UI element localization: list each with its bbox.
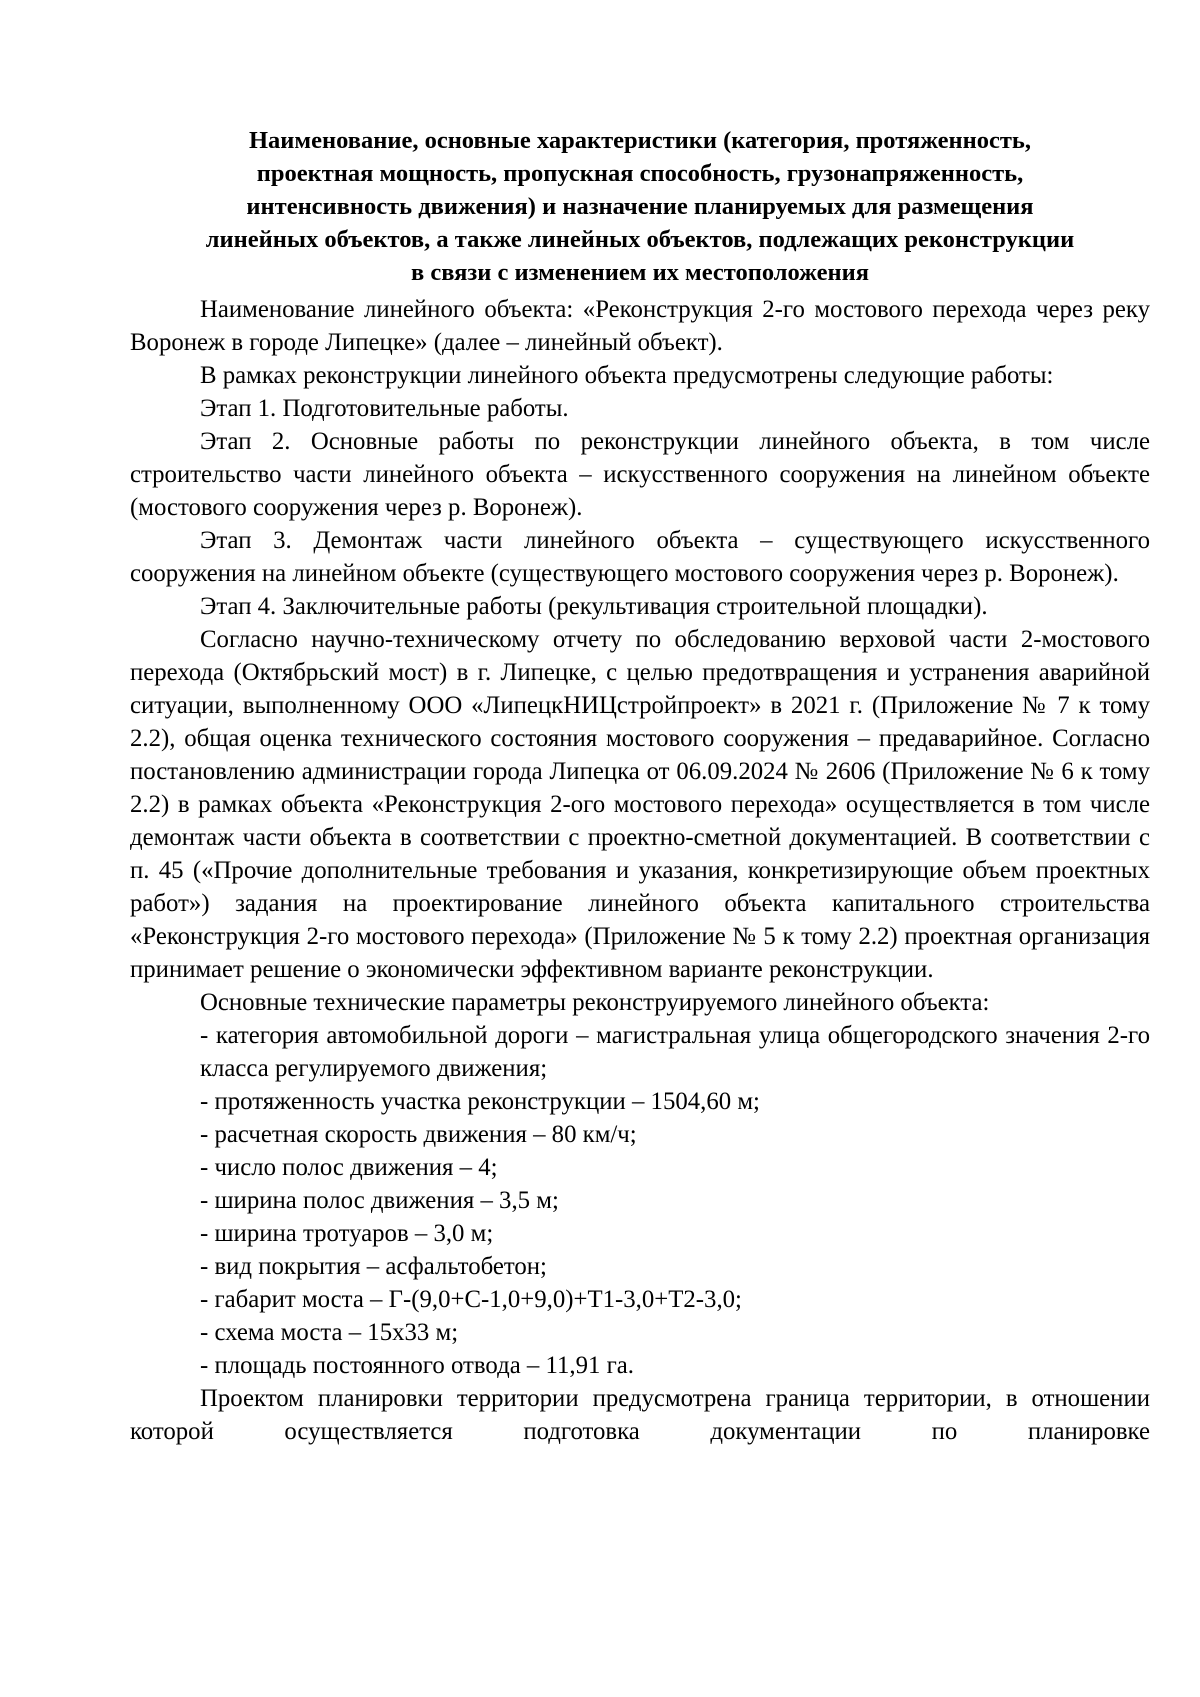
paragraph-works-intro: В рамках реконструкции линейного объекта предусмотрены следующие работы: [200, 362, 1054, 389]
paragraph-stage-2: Этап 2. Основные работы по реконструкции линейного объекта, в том числе строительство части линейного объекта – искусственного сооружения на линейном объекте (мостового сооружения через р. Воронеж). [130, 428, 1150, 521]
paragraph-object-name: Наименование линейного объекта: «Реконструкция 2-го мостового перехода через реку Воронеж в городе Липецке» (далее – линейный объект). [130, 296, 1150, 356]
parameter-item: - ширина тротуаров – 3,0 м; [200, 1220, 494, 1247]
title-line: интенсивность движения) и назначение планируемых для размещения [246, 193, 1034, 220]
parameter-item: - категория автомобильной дороги – магистральная улица общегородского значения 2-го класса регулируемого движения; [200, 1022, 1150, 1082]
paragraph-planning-boundary: Проектом планировки территории предусмотрена граница территории, в отношении которой осуществляется подготовка документации по планировке [130, 1385, 1150, 1445]
paragraph-parameters-intro: Основные технические параметры реконструируемого линейного объекта: [200, 989, 990, 1016]
paragraph-stage-4: Этап 4. Заключительные работы (рекультивация строительной площадки). [200, 593, 988, 620]
document-title [130, 124, 1150, 289]
parameter-item: - ширина полос движения – 3,5 м; [200, 1187, 559, 1214]
paragraph-stage-3: Этап 3. Демонтаж части линейного объекта – существующего искусственного сооружения на линейном объекте (существующего мостового сооружения через р. Воронеж). [130, 527, 1150, 587]
parameter-item: - габарит моста – Г-(9,0+С-1,0+9,0)+Т1-3,0+Т2-3,0; [200, 1286, 742, 1313]
paragraph-stage-1: Этап 1. Подготовительные работы. [200, 395, 569, 422]
parameters-list [130, 1019, 1150, 1382]
parameter-item: - протяженность участка реконструкции – 1504,60 м; [200, 1088, 760, 1115]
parameter-item: - расчетная скорость движения – 80 км/ч; [200, 1121, 637, 1148]
title-line: линейных объектов, а также линейных объектов, подлежащих реконструкции [205, 226, 1075, 253]
document-page [130, 124, 1150, 1448]
parameter-item: - число полос движения – 4; [200, 1154, 498, 1181]
title-line: в связи с изменением их местоположения [411, 259, 869, 286]
title-line: Наименование, основные характеристики (категория, протяженность, [248, 127, 1031, 154]
parameter-item: - схема моста – 15х33 м; [200, 1319, 459, 1346]
title-line: проектная мощность, пропускная способность, грузонапряженность, [256, 160, 1024, 187]
parameter-item: - вид покрытия – асфальтобетон; [200, 1253, 547, 1280]
paragraph-technical-report: Согласно научно-техническому отчету по обследованию верховой части 2-мостового перехода (Октябрьский мост) в г. Липецке, с целью предотвращения и устранения аварийной ситуации, выполненному ООО «ЛипецкНИЦстройпроект» в 2021 г. (Приложение № 7 к тому 2.2), общая оценка технического состояния мостового сооружения – предаварийное. Согласно постановлению администрации города Липецка от 06.09.2024 № 2606 (Приложение № 6 к тому 2.2) в рамках объекта «Реконструкция 2-ого мостового перехода» осуществляется в том числе демонтаж части объекта в соответствии с проектно-сметной документацией. В соответствии с п. 45 («Прочие дополнительные требования и указания, конкретизирующие объем проектных работ») задания на проектирование линейного объекта капитального строительства «Реконструкция 2-го мостового перехода» (Приложение № 5 к тому 2.2) проектная организация принимает решение о экономически эффективном варианте реконструкции. [130, 626, 1150, 983]
parameter-item: - площадь постоянного отвода – 11,91 га. [200, 1352, 634, 1379]
